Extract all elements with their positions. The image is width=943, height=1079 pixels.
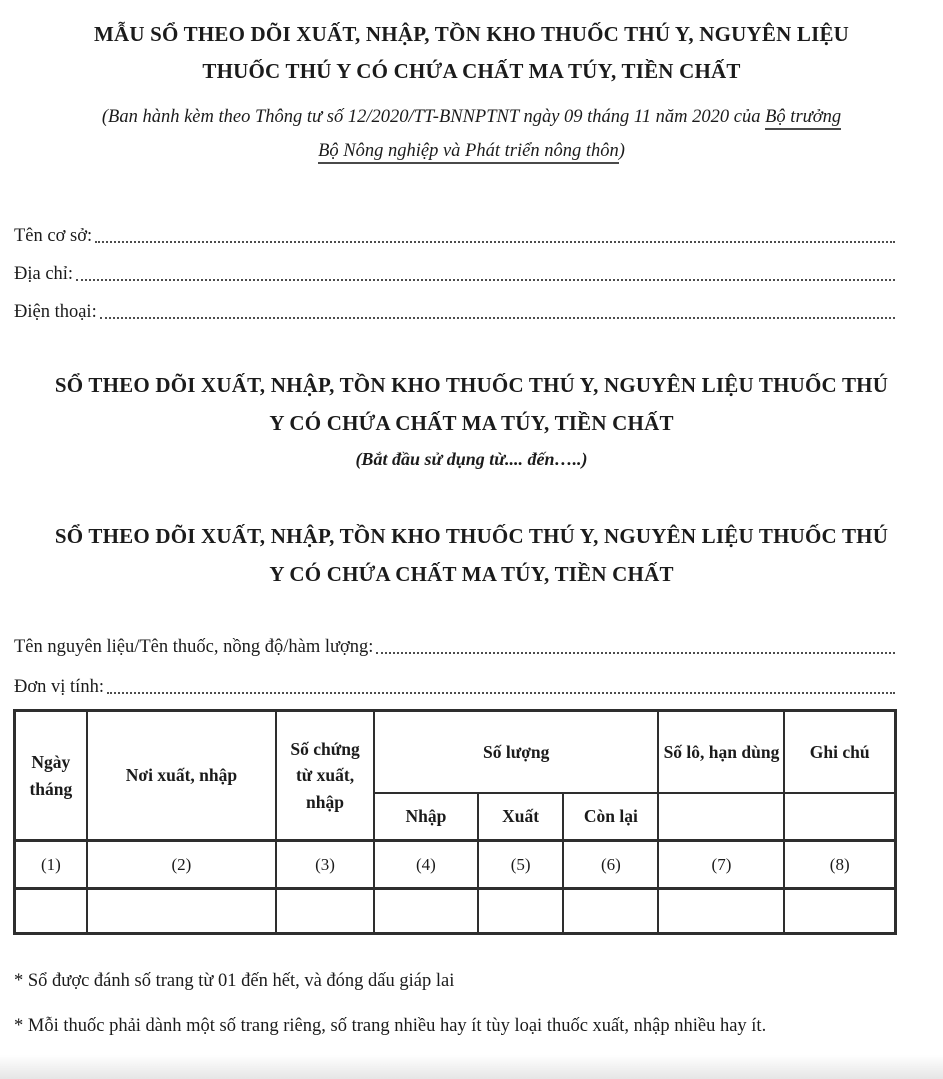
table-row	[15, 889, 896, 934]
empty-cell	[563, 889, 658, 934]
column-number-row	[15, 841, 896, 889]
col-header-qty-remaining: Còn lại	[563, 793, 658, 841]
empty-cell	[784, 889, 895, 934]
dotted-fill-line	[376, 652, 895, 654]
empty-cell	[658, 889, 784, 934]
column-number-cell: (4)	[374, 841, 478, 889]
register-page-block	[0, 517, 943, 593]
column-number-cell: (8)	[784, 841, 895, 889]
column-number-cell: (7)	[658, 841, 784, 889]
col-header-qty-out: Xuất	[478, 793, 563, 841]
unit-field	[14, 659, 895, 699]
footnote-separate-pages: * Mỗi thuốc phải dành một số trang riêng, số trang nhiều hay ít tùy loại thuốc xuất, nhập nhiều hay ít.	[14, 1016, 767, 1036]
dotted-fill-line	[107, 692, 895, 694]
register-heading-repeat: SỔ THEO DÕI XUẤT, NHẬP, TỒN KHO THUỐC THÚ Y, NGUYÊN LIỆU THUỐC THÚ Y CÓ CHỨA CHẤT MA TÚY, TIỀN CHẤT	[54, 524, 889, 586]
column-number-cell: (2)	[87, 841, 276, 889]
dotted-fill-line	[100, 317, 895, 319]
address-label: Địa chỉ:	[14, 264, 74, 284]
table-header-row-1	[15, 711, 896, 793]
footnotes-block	[0, 961, 943, 1046]
empty-cell	[374, 889, 478, 934]
circular-reference-prefix: (Ban hành kèm theo Thông tư số 12/2020/TT-BNNPTNT ngày 09 tháng 11 năm 2020 của	[101, 107, 766, 127]
address-field	[14, 248, 895, 286]
col-header-notes-sub-empty	[784, 793, 895, 841]
dotted-fill-line	[76, 279, 895, 281]
phone-label: Điện thoại:	[14, 302, 97, 322]
register-heading: SỔ THEO DÕI XUẤT, NHẬP, TỒN KHO THUỐC THÚ Y, NGUYÊN LIỆU THUỐC THÚ Y CÓ CHỨA CHẤT MA TÚY, TIỀN CHẤT	[54, 373, 889, 435]
col-header-lot-expiry: Số lô, hạn dùng	[658, 711, 784, 793]
footnote-page-numbering: * Sổ được đánh số trang từ 01 đến hết, và đóng dấu giáp lai	[14, 971, 455, 991]
col-header-date: Ngày tháng	[15, 711, 87, 841]
empty-cell	[478, 889, 563, 934]
circular-reference-suffix: )	[618, 141, 625, 161]
page-title: MẪU SỔ THEO DÕI XUẤT, NHẬP, TỒN KHO THUỐC THÚ Y, NGUYÊN LIỆU THUỐC THÚ Y CÓ CHỨA CHẤT MA TÚY, TIỀN CHẤT	[93, 22, 850, 83]
col-header-notes: Ghi chú	[784, 711, 895, 793]
facility-name-label: Tên cơ sở:	[14, 226, 93, 246]
title-block	[0, 16, 943, 168]
page-bottom-shadow	[0, 1055, 943, 1079]
product-name-field	[14, 619, 895, 659]
col-header-lot-sub-empty	[658, 793, 784, 841]
empty-cell	[276, 889, 374, 934]
product-info-block	[0, 619, 943, 699]
empty-cell	[15, 889, 87, 934]
facility-info-block	[0, 210, 943, 324]
facility-name-field	[14, 210, 895, 248]
empty-cell	[87, 889, 276, 934]
circular-reference-underlined: Bộ trưởng Bộ Nông nghiệp và Phát triển nông thôn	[318, 107, 841, 164]
column-number-cell: (5)	[478, 841, 563, 889]
circular-reference	[91, 100, 853, 168]
phone-field	[14, 286, 895, 324]
column-number-cell: (6)	[563, 841, 658, 889]
col-header-doc-no: Số chứng từ xuất, nhập	[276, 711, 374, 841]
col-header-place: Nơi xuất, nhập	[87, 711, 276, 841]
col-header-qty-in: Nhập	[374, 793, 478, 841]
unit-label: Đơn vị tính:	[14, 677, 104, 697]
tracking-table	[13, 709, 897, 935]
register-cover-block	[0, 366, 943, 473]
usage-period-note: (Bắt đầu sử dụng từ.... đến…..)	[355, 449, 588, 469]
column-number-cell: (3)	[276, 841, 374, 889]
product-name-label: Tên nguyên liệu/Tên thuốc, nồng độ/hàm lượng:	[14, 637, 374, 657]
column-number-cell: (1)	[15, 841, 87, 889]
col-header-quantity-group: Số lượng	[374, 711, 659, 793]
dotted-fill-line	[95, 241, 895, 243]
